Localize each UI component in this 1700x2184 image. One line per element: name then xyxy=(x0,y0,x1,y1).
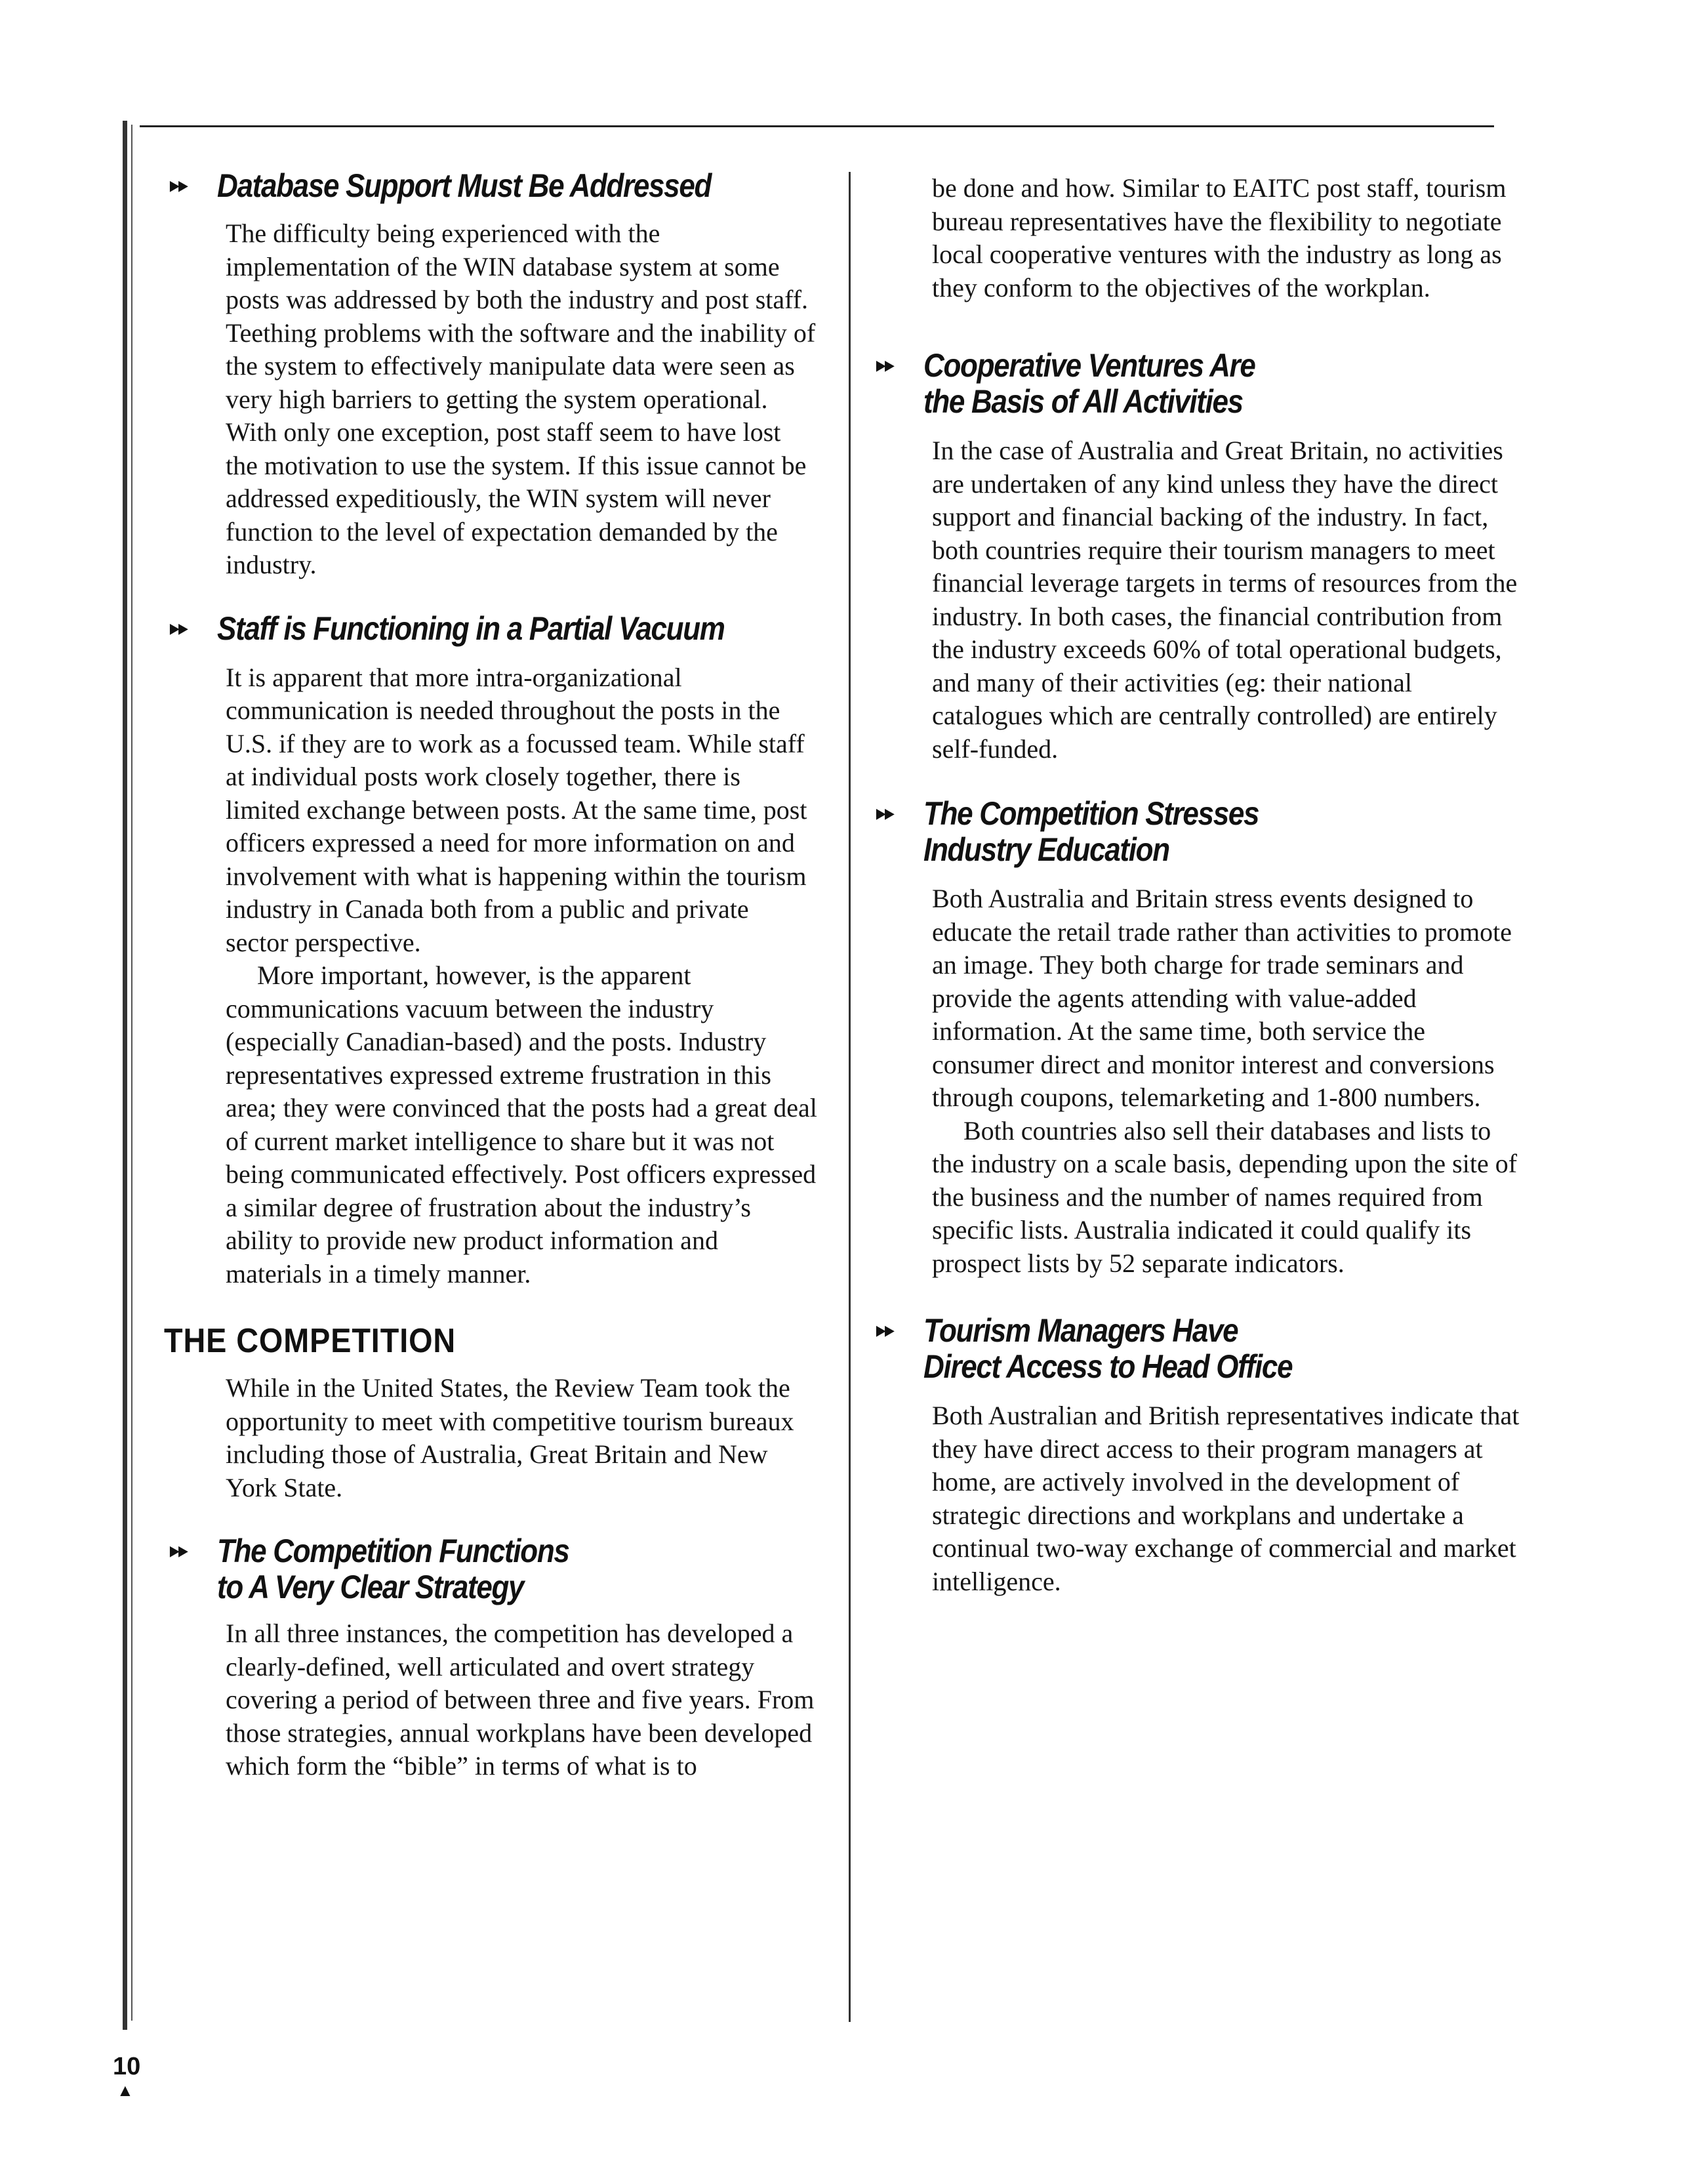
subheading-partial-vacuum xyxy=(155,611,852,647)
double-arrow-icon: ▶▶ xyxy=(169,177,188,194)
subheading-head-office xyxy=(861,1313,1558,1385)
top-rule xyxy=(140,125,1494,127)
subheading-industry-education xyxy=(861,796,1558,868)
subheading-line-1: The Competition Stresses xyxy=(923,795,1259,832)
paragraph: In the case of Australia and Great Britain, no activities are undertaken of any kind unless they have the direct support and financial backing of the industry. In fact, both countries require their tourism managers to meet financial leverage targets in terms of resources from the industry. In both cases, the financial contribution from the industry exceeds 60% of total operational budgets, and many of their activities (eg: their national catalogues which are centrally controlled) are entirely self-funded. xyxy=(932,436,1518,764)
subheading-line-2: to A Very Clear Strategy xyxy=(217,1569,524,1605)
paragraph: The difficulty being experienced with the implementation of the WIN database system at some posts was addressed by both the industry and post staff. Teething problems with the software and the inability of the system to effectively manipulate data were seen as very high barriers to getting the system operational. With only one exception, post staff seem to have lost the motivation to use the system. If this issue cannot be addressed expeditiously, the WIN system will never function to the level of expectation demanded by the industry. xyxy=(226,218,816,579)
double-arrow-icon: ▶▶ xyxy=(169,1542,188,1559)
subheading-text: Database Support Must Be Addressed xyxy=(217,167,712,204)
triangle-icon: ▲ xyxy=(117,2081,134,2100)
subheading-clear-strategy xyxy=(155,1533,852,1605)
paragraph: be done and how. Similar to EAITC post staff, tourism bureau representatives have the flexibility to negotiate local cooperative ventures with the industry as long as they conform to the objectives of the workplan. xyxy=(932,173,1507,302)
subheading-line-2: Industry Education xyxy=(923,831,1169,868)
paragraph: Both Australian and British representatives indicate that they have direct access to their program managers at home, are actively involved in the development of strategic directions and workplans and undertake a continual two-way exchange of commercial and market intelligence. xyxy=(932,1401,1520,1596)
subheading-line-1: Cooperative Ventures Are xyxy=(923,347,1255,384)
subheading-cooperative-ventures xyxy=(861,348,1558,420)
paragraph: More important, however, is the apparent communications vacuum between the industry (especially Canadian-based) and the posts. Industry representatives expressed extreme frustration in this area; they were convinced that the posts had a great deal of current market intelligence to share but it was not being communicated effectively. Post officers expressed a similar degree of frustration about the industry’s ability to provide new product information and materials in a timely manner. xyxy=(226,960,817,1288)
section-heading-competition: THE COMPETITION xyxy=(164,1322,456,1360)
paragraph: In all three instances, the competition has developed a clearly-defined, well articulated and overt strategy covering a period of between three and five years. From those strategies, annual workplans have been developed which form the “bible” in terms of what is to xyxy=(226,1618,815,1781)
subheading-line-1: Tourism Managers Have xyxy=(923,1312,1238,1349)
paragraph: It is apparent that more intra-organizational communication is needed throughout the posts in the U.S. if they are to work as a focussed team. While staff at individual posts work closely together, there is limited exchange between posts. At the same time, post officers expressed a need for more information on and involvement with what is happening within the tourism industry in Canada both from a public and private sector perspective. xyxy=(226,662,807,957)
subheading-text: Staff is Functioning in a Partial Vacuum xyxy=(217,609,725,647)
subheading-database-support xyxy=(155,168,852,204)
subheading-line-2: Direct Access to Head Office xyxy=(923,1348,1293,1385)
paragraph: Both Australia and Britain stress events designed to educate the retail trade rather than activities to promote an image. They both charge for trade seminars and provide the agents attending with value-added information. At the same time, both service the consumer direct and monitor interest and conversions through coupons, telemarketing and 1-800 numbers. xyxy=(932,884,1512,1112)
left-margin-bar-inner xyxy=(131,125,132,2021)
page-number: 10 xyxy=(113,2053,141,2080)
right-column xyxy=(861,172,1524,1598)
paragraph: While in the United States, the Review Team took the opportunity to meet with competitive tourism bureaux including those of Australia, Great Britain and New York State. xyxy=(226,1373,794,1502)
paragraph: Both countries also sell their databases and lists to the industry on a scale basis, depending upon the site of the business and the number of names required from specific lists. Australia indicated it could qualify its prospect lists by 52 separate indicators. xyxy=(932,1115,1518,1278)
subheading-line-2: the Basis of All Activities xyxy=(923,383,1243,420)
column-divider xyxy=(849,172,851,2022)
left-margin-bar xyxy=(123,121,127,2030)
double-arrow-icon: ▶▶ xyxy=(876,357,894,373)
double-arrow-icon: ▶▶ xyxy=(169,619,188,636)
left-column xyxy=(155,168,817,1783)
subheading-line-1: The Competition Functions xyxy=(217,1533,569,1569)
double-arrow-icon: ▶▶ xyxy=(876,805,894,821)
double-arrow-icon: ▶▶ xyxy=(876,1322,894,1338)
